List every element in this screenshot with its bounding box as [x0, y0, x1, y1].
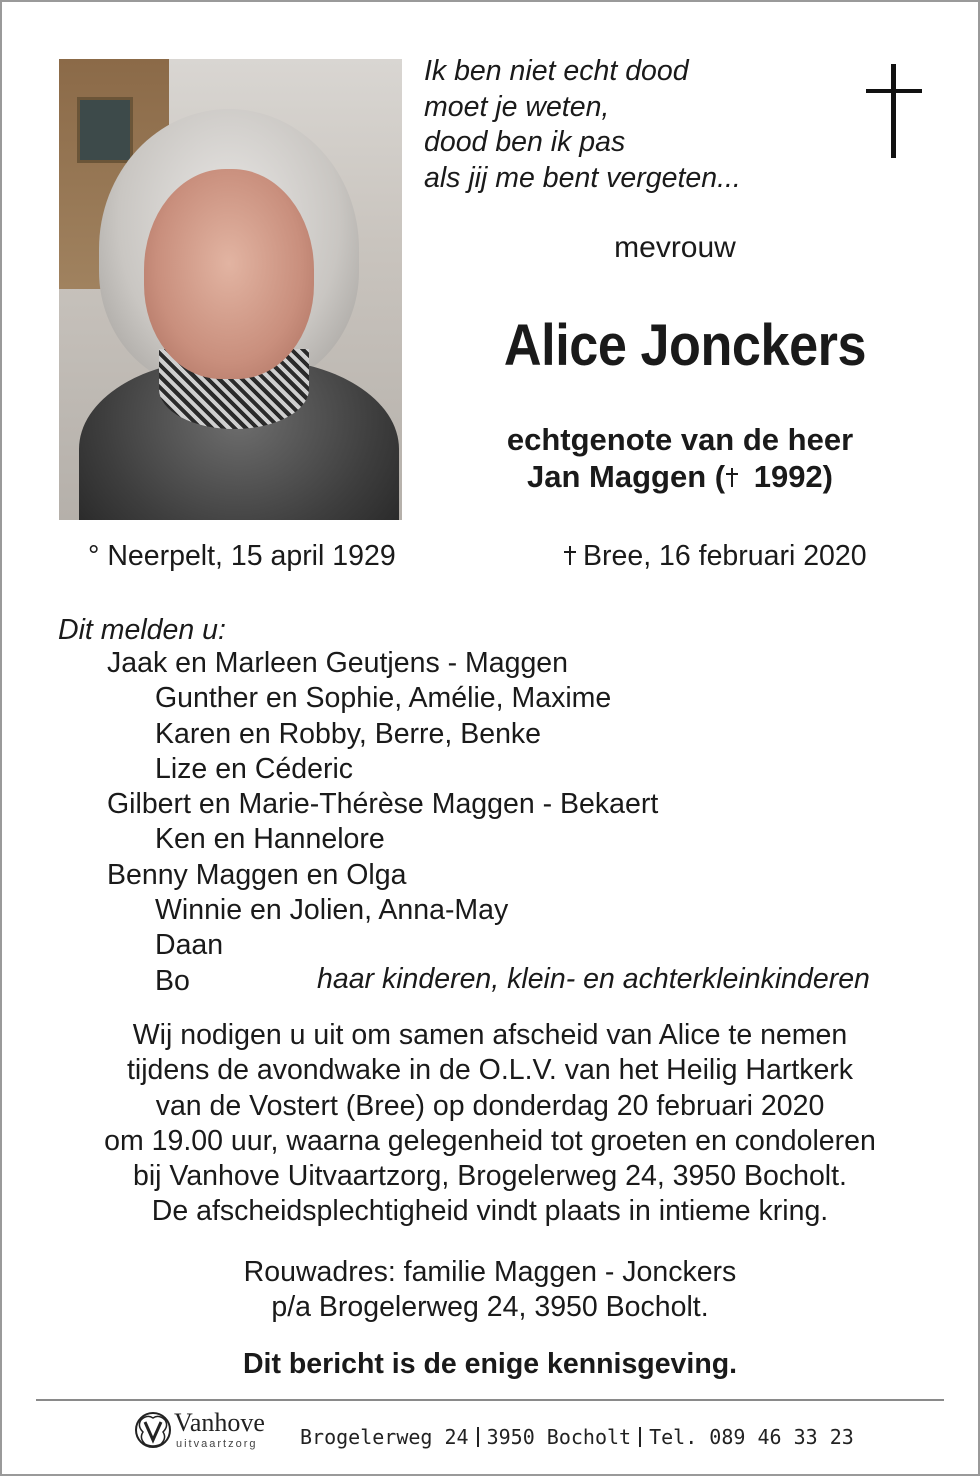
family-line: Gunther en Sophie, Amélie, Maxime	[155, 682, 612, 715]
logo-name: Vanhove	[174, 1408, 265, 1437]
vanhove-logo-icon	[133, 1410, 173, 1450]
footer-street: Brogelerweg 24	[300, 1425, 469, 1449]
birth-info: ° Neerpelt, 15 april 1929	[88, 540, 396, 572]
poem-line: dood ben ik pas	[424, 126, 626, 158]
footer-phone: Tel. 089 46 33 23	[649, 1425, 854, 1449]
death-info: Bree, 16 februari 2020	[563, 540, 867, 573]
family-line: Benny Maggen en Olga	[107, 858, 407, 891]
spouse-line-1: echtgenote van de heer	[506, 422, 854, 457]
footer-divider	[36, 1399, 944, 1401]
family-relation: haar kinderen, klein- en achterkleinkinderen	[317, 963, 870, 995]
small-cross-icon	[725, 468, 739, 488]
family-line: Lize en Céderic	[155, 752, 354, 785]
announcers-label: Dit melden u:	[58, 614, 226, 646]
invite-line: tijdens de avondwake in de O.L.V. van het Heilig Hartkerk	[126, 1054, 854, 1087]
deceased-name: Alice Jonckers	[503, 313, 867, 378]
poem	[424, 54, 741, 196]
portrait-photo	[59, 59, 402, 520]
poem-line: Ik ben niet echt dood	[424, 55, 689, 87]
address-line: p/a Brogelerweg 24, 3950 Bocholt.	[271, 1291, 709, 1324]
family-line: Karen en Robby, Berre, Benke	[155, 717, 542, 750]
family-line: Gilbert en Marie-Thérèse Maggen - Bekaert	[107, 788, 659, 821]
family-line: Bo	[155, 964, 190, 997]
notice-text: Dit bericht is de enige kennisgeving.	[242, 1348, 738, 1380]
invitation-text	[40, 1018, 940, 1230]
family-line: Jaak en Marleen Geutjens - Maggen	[107, 647, 569, 679]
family-line: Ken en Hannelore	[155, 823, 385, 856]
invite-line: om 19.00 uur, waarna gelegenheid tot groeten en condoleren	[104, 1124, 876, 1157]
invite-line: bij Vanhove Uitvaartzorg, Brogelerweg 24, 3950 Bocholt.	[133, 1160, 847, 1193]
mourning-address	[140, 1255, 840, 1326]
address-line: Rouwadres: familie Maggen - Jonckers	[243, 1256, 737, 1288]
honorific: mevrouw	[614, 231, 736, 264]
invite-line: van de Vostert (Bree) op donderdag 20 februari 2020	[155, 1089, 825, 1122]
poem-line: als jij me bent vergeten...	[424, 161, 741, 194]
invite-line: Wij nodigen u uit om samen afscheid van Alice te nemen	[132, 1019, 848, 1051]
poem-line: moet je weten,	[424, 90, 610, 123]
invite-line: De afscheidsplechtigheid vindt plaats in intieme kring.	[151, 1195, 829, 1228]
footer-city: 3950 Bocholt	[486, 1425, 632, 1449]
cross-icon	[866, 64, 922, 158]
spouse-line-2: Jan Maggen ( 1992)	[527, 459, 833, 494]
family-line: Daan	[155, 929, 224, 962]
small-cross-icon	[563, 546, 577, 566]
family-line: Winnie en Jolien, Anna-May	[155, 894, 509, 927]
footer-contact	[300, 1425, 854, 1449]
logo-subtitle: uitvaartzorg	[176, 1438, 258, 1450]
spouse-info	[430, 421, 930, 495]
family-list	[0, 646, 658, 999]
